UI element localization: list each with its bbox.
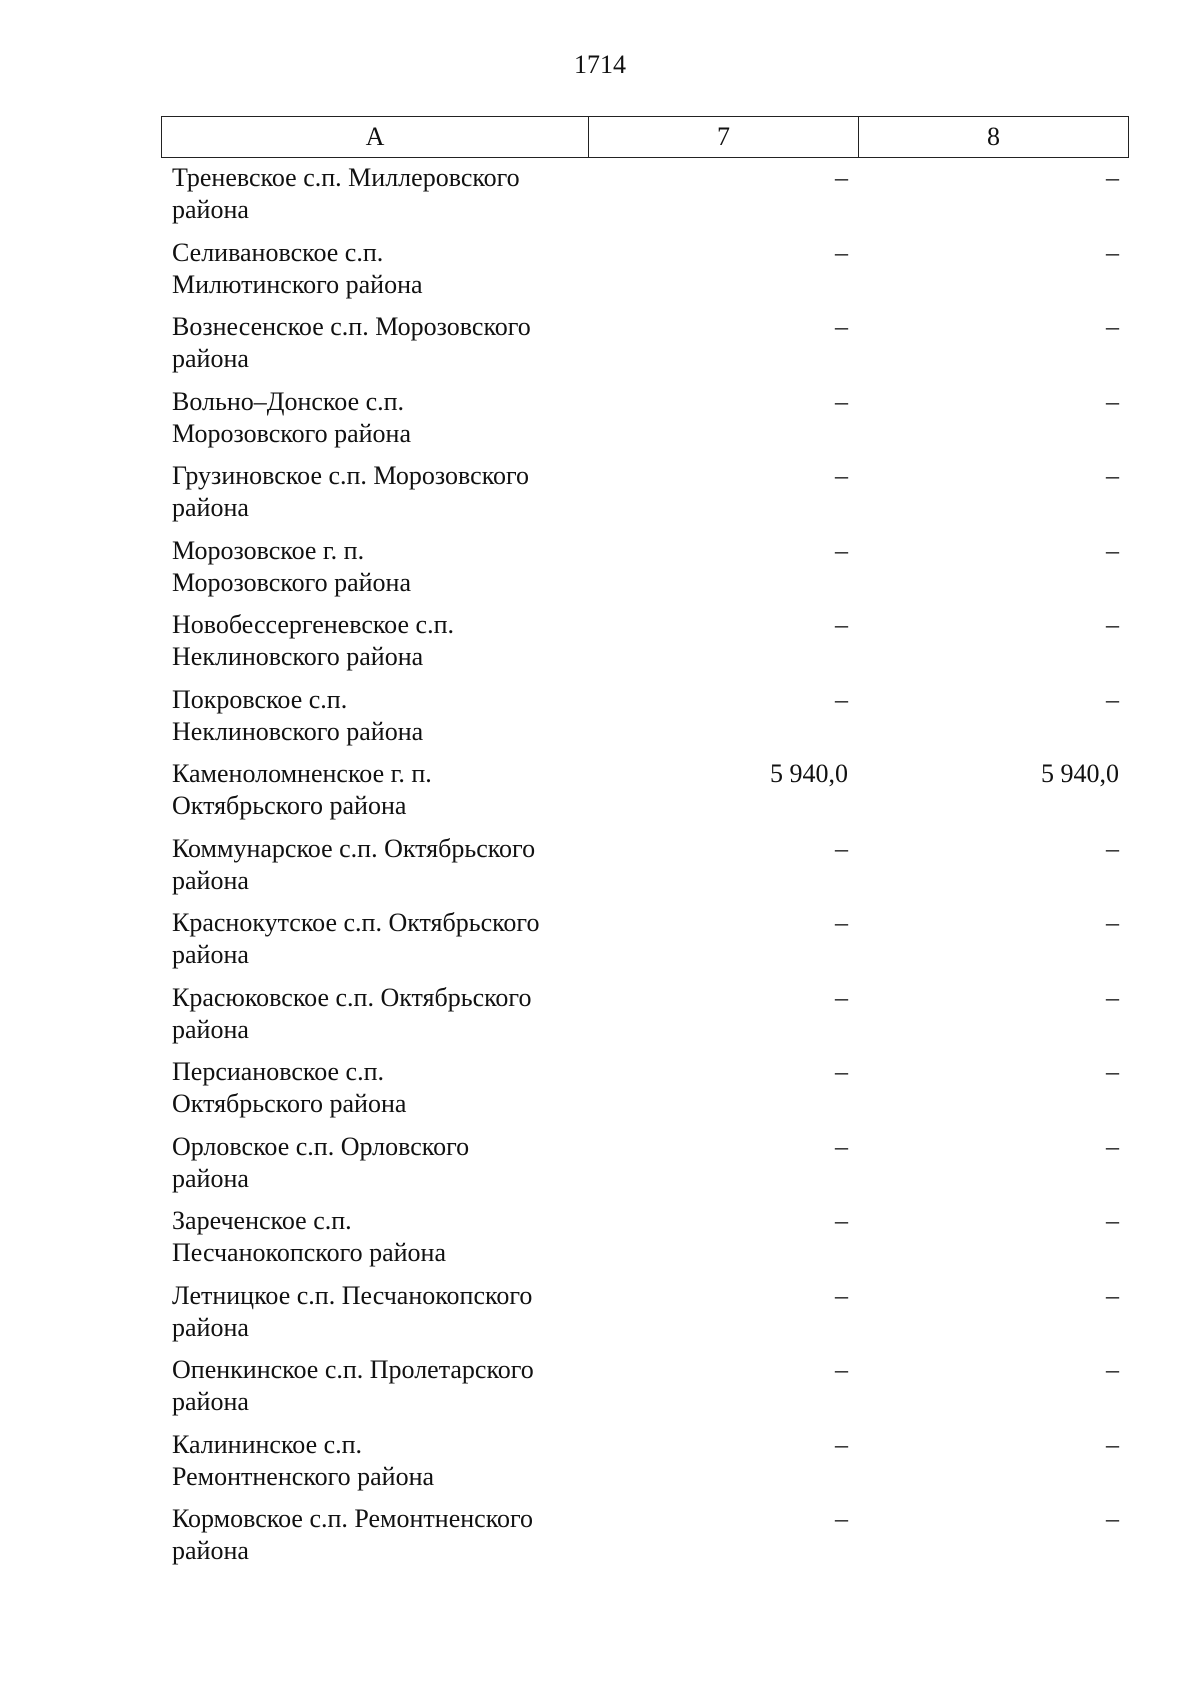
- page-number: 1714: [574, 50, 626, 79]
- value-col-7: –: [835, 1206, 848, 1235]
- value-col-8: –: [1106, 833, 1119, 863]
- value-col-7: –: [835, 386, 848, 416]
- table-row: [161, 1127, 1129, 1202]
- header-col-8: 8: [987, 122, 1000, 151]
- value-col-8: –: [1106, 1206, 1119, 1235]
- municipality-name: Коммунарское с.п. Октябрьского района: [172, 833, 536, 895]
- value-col-8: 5 940,0: [1041, 759, 1119, 788]
- value-col-8: –: [1106, 1429, 1119, 1459]
- value-col-8: –: [1106, 982, 1119, 1012]
- header-col-7: 7: [589, 117, 859, 157]
- table-row: [161, 158, 1129, 233]
- municipality-name: Покровское с.п. Неклиновского района: [172, 684, 424, 746]
- value-col-7: –: [835, 1355, 848, 1384]
- table-row: [161, 1052, 1129, 1127]
- value-col-7: –: [835, 312, 848, 341]
- value-col-7: –: [835, 684, 848, 714]
- value-col-7: –: [835, 535, 848, 565]
- table-header-row: [161, 116, 1129, 158]
- value-col-7: –: [835, 1057, 848, 1086]
- value-col-7: –: [835, 237, 848, 267]
- value-col-7: –: [835, 833, 848, 863]
- value-col-7: –: [835, 1131, 848, 1161]
- value-col-7: –: [835, 1429, 848, 1459]
- value-col-8: –: [1106, 163, 1119, 192]
- municipality-name: Треневское с.п. Миллеровского района: [172, 163, 520, 224]
- value-col-8: –: [1106, 312, 1119, 341]
- value-col-7: –: [835, 610, 848, 639]
- value-col-8: –: [1106, 1280, 1119, 1310]
- value-col-7: –: [835, 908, 848, 937]
- municipality-name: Кормовское с.п. Ремонтненского района: [172, 1504, 534, 1565]
- municipality-name: Опенкинское с.п. Пролетарского района: [172, 1355, 534, 1416]
- table-row: [161, 382, 1129, 457]
- table-row: [161, 233, 1129, 308]
- value-col-8: –: [1106, 610, 1119, 639]
- table-row: [161, 1499, 1129, 1574]
- table-row: [161, 754, 1129, 829]
- value-col-7: –: [835, 1280, 848, 1310]
- table-row: [161, 680, 1129, 755]
- municipality-name: Калининское с.п. Ремонтненского района: [172, 1429, 435, 1491]
- table-row: [161, 531, 1129, 606]
- value-col-7: –: [835, 461, 848, 490]
- value-col-8: –: [1106, 1355, 1119, 1384]
- table-row: [161, 605, 1129, 680]
- budget-table: [161, 116, 1129, 1574]
- municipality-name: Зареченское с.п. Песчанокопского района: [172, 1206, 447, 1267]
- table-row: [161, 1276, 1129, 1351]
- table-row: [161, 903, 1129, 978]
- value-col-8: –: [1106, 684, 1119, 714]
- value-col-8: –: [1106, 1057, 1119, 1086]
- municipality-name: Селивановское с.п. Милютинского района: [172, 237, 423, 299]
- municipality-name: Летницкое с.п. Песчанокопского района: [172, 1280, 533, 1342]
- value-col-8: –: [1106, 1504, 1119, 1533]
- value-col-8: –: [1106, 237, 1119, 267]
- table-row: [161, 456, 1129, 531]
- value-col-8: –: [1106, 908, 1119, 937]
- value-col-8: –: [1106, 461, 1119, 490]
- table-row: [161, 307, 1129, 382]
- table-row: [161, 1350, 1129, 1425]
- table-body: [161, 158, 1129, 1574]
- municipality-name: Краснокутское с.п. Октябрьского района: [172, 908, 540, 969]
- value-col-8: –: [1106, 1131, 1119, 1161]
- table-row: [161, 1425, 1129, 1500]
- value-col-7: –: [835, 163, 848, 192]
- value-col-7: 5 940,0: [770, 759, 848, 788]
- value-col-8: –: [1106, 386, 1119, 416]
- municipality-name: Персиановское с.п. Октябрьского района: [172, 1057, 407, 1118]
- municipality-name: Морозовское г. п. Морозовского района: [172, 535, 411, 597]
- municipality-name: Вознесенское с.п. Морозовского района: [172, 312, 531, 373]
- municipality-name: Новобессергеневское с.п. Неклиновского района: [172, 610, 454, 671]
- municipality-name: Орловское с.п. Орловского района: [172, 1131, 470, 1193]
- municipality-name: Каменоломненское г. п. Октябрьского района: [172, 759, 432, 820]
- value-col-8: –: [1106, 535, 1119, 565]
- value-col-7: –: [835, 982, 848, 1012]
- value-col-7: –: [835, 1504, 848, 1533]
- table-row: [161, 829, 1129, 904]
- municipality-name: Вольно–Донское с.п. Морозовского района: [172, 386, 411, 448]
- header-col-a: А: [162, 117, 589, 157]
- table-row: [161, 978, 1129, 1053]
- table-row: [161, 1201, 1129, 1276]
- municipality-name: Красюковское с.п. Октябрьского района: [172, 982, 532, 1044]
- municipality-name: Грузиновское с.п. Морозовского района: [172, 461, 530, 522]
